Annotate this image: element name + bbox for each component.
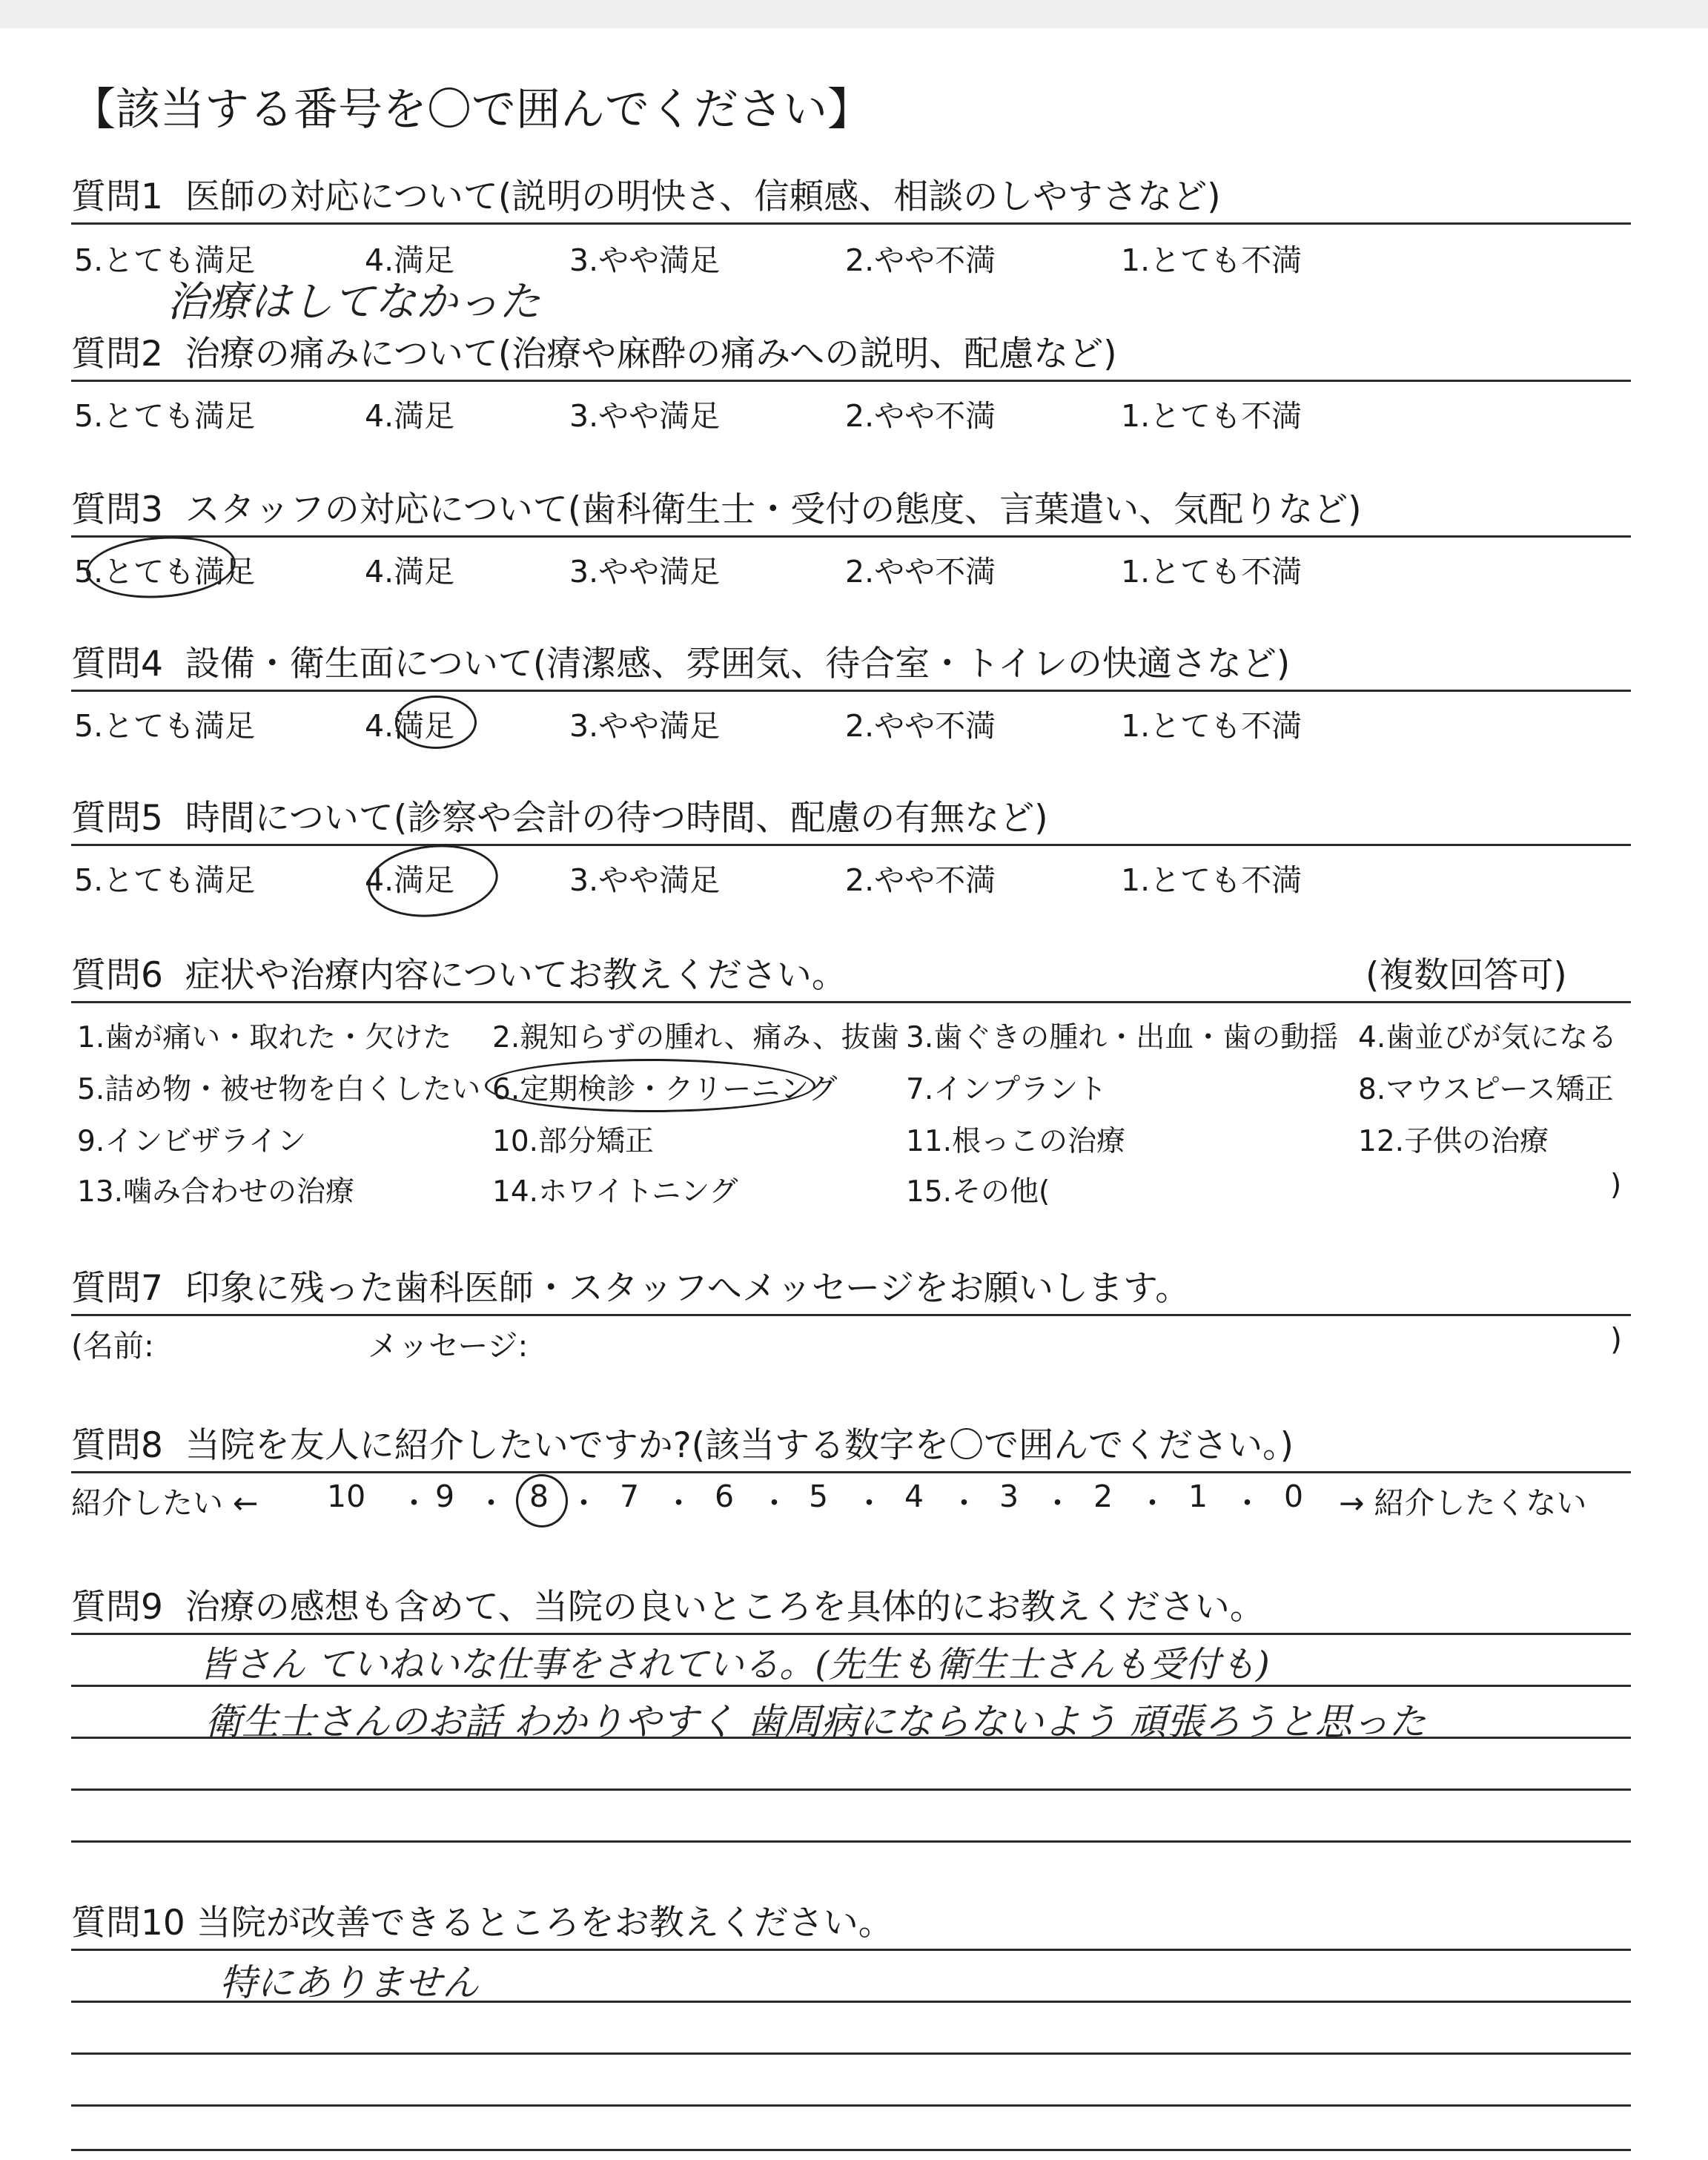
rule-q9-4: [71, 1789, 1631, 1791]
rule-q9-5: [71, 1840, 1631, 1843]
question-label: 質問7: [71, 1268, 163, 1309]
q6-option: 7.インプラント: [906, 1073, 1108, 1106]
scale-separator: ・: [663, 1485, 694, 1521]
option-very-dissatisfied: 1.とても不満: [1121, 708, 1302, 744]
hand-circle-q6: [485, 1059, 815, 1112]
option-somewhat-dissatisfied: 2.やや不満: [845, 242, 996, 278]
q6-option: 13.噛み合わせの治療: [77, 1175, 355, 1209]
scale-separator: ・: [399, 1485, 429, 1521]
rule-q6: [71, 1001, 1631, 1003]
scale-value-selected: 8: [529, 1479, 549, 1514]
q6-option-selected: 6.定期検診・クリーニング: [492, 1073, 838, 1106]
scale-separator: ・: [759, 1485, 790, 1521]
option-satisfied-selected: 4.満足: [365, 862, 455, 898]
multiple-answers-note: (複数回答可): [1366, 955, 1567, 996]
q6-option: 11.根っこの治療: [906, 1125, 1126, 1158]
question-9: [71, 1579, 1265, 1629]
option-somewhat-dissatisfied: 2.やや不満: [845, 708, 996, 744]
question-4: [71, 636, 1290, 686]
rule-q3: [71, 535, 1631, 538]
scale-separator: ・: [1232, 1485, 1262, 1521]
q6-option: 9.インビザライン: [77, 1125, 307, 1158]
scale-separator: ・: [569, 1485, 599, 1521]
hand-circle-q5: [364, 839, 501, 923]
question-label: 質問6: [71, 955, 163, 996]
question-text: 印象に残った歯科医師・スタッフへメッセージをお願いします。: [185, 1268, 1191, 1309]
scale-value: 7: [620, 1479, 640, 1514]
question-label: 質問5: [71, 798, 163, 839]
question-text: 治療の感想も含めて、当院の良いところを具体的にお教えください。: [185, 1587, 1265, 1628]
question-10: [71, 1895, 893, 1945]
rule-q10-5: [71, 2149, 1631, 2151]
option-somewhat-dissatisfied: 2.やや不満: [845, 398, 996, 434]
question-text: 時間について(診察や会計の待つ時間、配慮の有無など): [185, 798, 1048, 839]
question-8: [71, 1418, 1294, 1467]
question-text: 当院が改善できるところをお教えください。: [196, 1903, 893, 1943]
option-very-dissatisfied: 1.とても不満: [1121, 242, 1302, 278]
question-5: [71, 790, 1048, 840]
scale-value: 9: [435, 1479, 455, 1514]
option-satisfied: 4.満足: [365, 554, 455, 589]
q7-close: ): [1610, 1321, 1622, 1357]
option-satisfied-selected: 4.満足: [365, 708, 455, 744]
question-text: スタッフの対応について(歯科衛生士・受付の態度、言葉遣い、気配りなど): [185, 489, 1362, 530]
question-label: 質問1: [71, 176, 163, 217]
question-label: 質問2: [71, 334, 163, 374]
rule-q4: [71, 690, 1631, 692]
option-very-dissatisfied: 1.とても不満: [1121, 554, 1302, 589]
option-somewhat-dissatisfied: 2.やや不満: [845, 862, 996, 898]
name-label: (名前:: [71, 1328, 154, 1364]
question-text: 設備・衛生面について(清潔感、雰囲気、待合室・トイレの快適さなど): [185, 644, 1291, 684]
question-6: [71, 948, 847, 997]
scale-separator: ・: [1042, 1485, 1073, 1521]
scale-value: 1: [1188, 1479, 1208, 1514]
option-very-satisfied-selected: 5.とても満足: [74, 554, 256, 589]
page-heading: 【該当する番号を〇で囲んでください】: [71, 84, 872, 136]
q6-option: 1.歯が痛い・取れた・欠けた: [77, 1021, 452, 1054]
rule-q2: [71, 380, 1631, 382]
question-label: 質問10: [71, 1903, 185, 1943]
question-label: 質問9: [71, 1587, 163, 1628]
scale-left-label: 紹介したい ←: [71, 1485, 259, 1521]
q6-other-close: ): [1610, 1169, 1622, 1202]
q6-option: 12.子供の治療: [1358, 1125, 1549, 1158]
scale-value: 2: [1093, 1479, 1113, 1514]
question-2: [71, 326, 1117, 376]
option-very-dissatisfied: 1.とても不満: [1121, 398, 1302, 434]
question-label: 質問4: [71, 644, 163, 684]
handwritten-answer-q9-line2: 衛生士さんのお話 わかりやすく 歯周病にならないよう 頑張ろうと思った: [205, 1700, 1426, 1743]
rule-q10-4: [71, 2104, 1631, 2107]
handwritten-answer-q10: 特にありません: [219, 1961, 479, 2004]
option-very-dissatisfied: 1.とても不満: [1121, 862, 1302, 898]
scale-separator: ・: [854, 1485, 884, 1521]
question-text: 当院を友人に紹介したいですか?(該当する数字を〇で囲んでください。): [185, 1425, 1294, 1466]
option-satisfied: 4.満足: [365, 398, 455, 434]
hand-circle-q4: [395, 696, 477, 749]
scale-value: 6: [715, 1479, 735, 1514]
option-very-satisfied: 5.とても満足: [74, 862, 256, 898]
q6-option: 3.歯ぐきの腫れ・出血・歯の動揺: [906, 1021, 1339, 1054]
scale-value: 4: [904, 1479, 924, 1514]
message-label: メッセージ:: [368, 1328, 529, 1364]
option-somewhat-satisfied: 3.やや満足: [569, 554, 721, 589]
question-text: 治療の痛みについて(治療や麻酔の痛みへの説明、配慮など): [185, 334, 1117, 374]
option-very-satisfied: 5.とても満足: [74, 242, 256, 278]
scale-separator: ・: [949, 1485, 979, 1521]
scale-right-label: → 紹介したくない: [1339, 1485, 1587, 1521]
scale-separator: ・: [1137, 1485, 1168, 1521]
rule-q5: [71, 844, 1631, 846]
question-1: [71, 169, 1221, 219]
hand-circle-q3: [84, 532, 237, 603]
scale-value: 3: [999, 1479, 1019, 1514]
question-label: 質問3: [71, 489, 163, 530]
q6-option-other: 15.その他(: [906, 1175, 1050, 1209]
question-7: [71, 1261, 1190, 1310]
option-somewhat-satisfied: 3.やや満足: [569, 862, 721, 898]
option-somewhat-satisfied: 3.やや満足: [569, 708, 721, 744]
handwritten-note-q1: 治療はしてなかった: [167, 278, 540, 326]
q6-option: 4.歯並びが気になる: [1358, 1021, 1618, 1054]
q6-option: 5.詰め物・被せ物を白くしたい: [77, 1073, 481, 1106]
scale-value: 5: [809, 1479, 829, 1514]
option-very-satisfied: 5.とても満足: [74, 398, 256, 434]
scale-separator: ・: [476, 1485, 506, 1521]
q6-option: 2.親知らずの腫れ、痛み、抜歯: [492, 1021, 899, 1054]
question-label: 質問8: [71, 1425, 163, 1466]
rule-q9-1: [71, 1633, 1631, 1635]
question-text: 医師の対応について(説明の明快さ、信頼感、相談のしやすさなど): [185, 176, 1221, 217]
hand-circle-q8: [516, 1474, 568, 1527]
handwritten-answer-q9-line1: 皆さん ていねいな仕事をされている。(先生も衛生士さんも受付も): [199, 1644, 1270, 1685]
question-text: 症状や治療内容についてお教えください。: [185, 955, 847, 996]
scan-top-edge: [0, 0, 1708, 28]
option-somewhat-satisfied: 3.やや満足: [569, 242, 721, 278]
option-somewhat-satisfied: 3.やや満足: [569, 398, 721, 434]
rule-q7: [71, 1314, 1631, 1316]
option-satisfied: 4.満足: [365, 242, 455, 278]
rule-q10-3: [71, 2052, 1631, 2055]
rule-q1: [71, 222, 1631, 225]
q6-option: 14.ホワイトニング: [492, 1175, 738, 1209]
question-3: [71, 482, 1362, 532]
q6-option: 10.部分矯正: [492, 1125, 655, 1158]
rule-q8: [71, 1471, 1631, 1473]
rule-q10-1: [71, 1949, 1631, 1951]
scale-value: 0: [1284, 1479, 1304, 1514]
option-somewhat-dissatisfied: 2.やや不満: [845, 554, 996, 589]
q6-option: 8.マウスピース矯正: [1358, 1073, 1614, 1106]
scale-value: 10: [327, 1479, 366, 1514]
option-very-satisfied: 5.とても満足: [74, 708, 256, 744]
